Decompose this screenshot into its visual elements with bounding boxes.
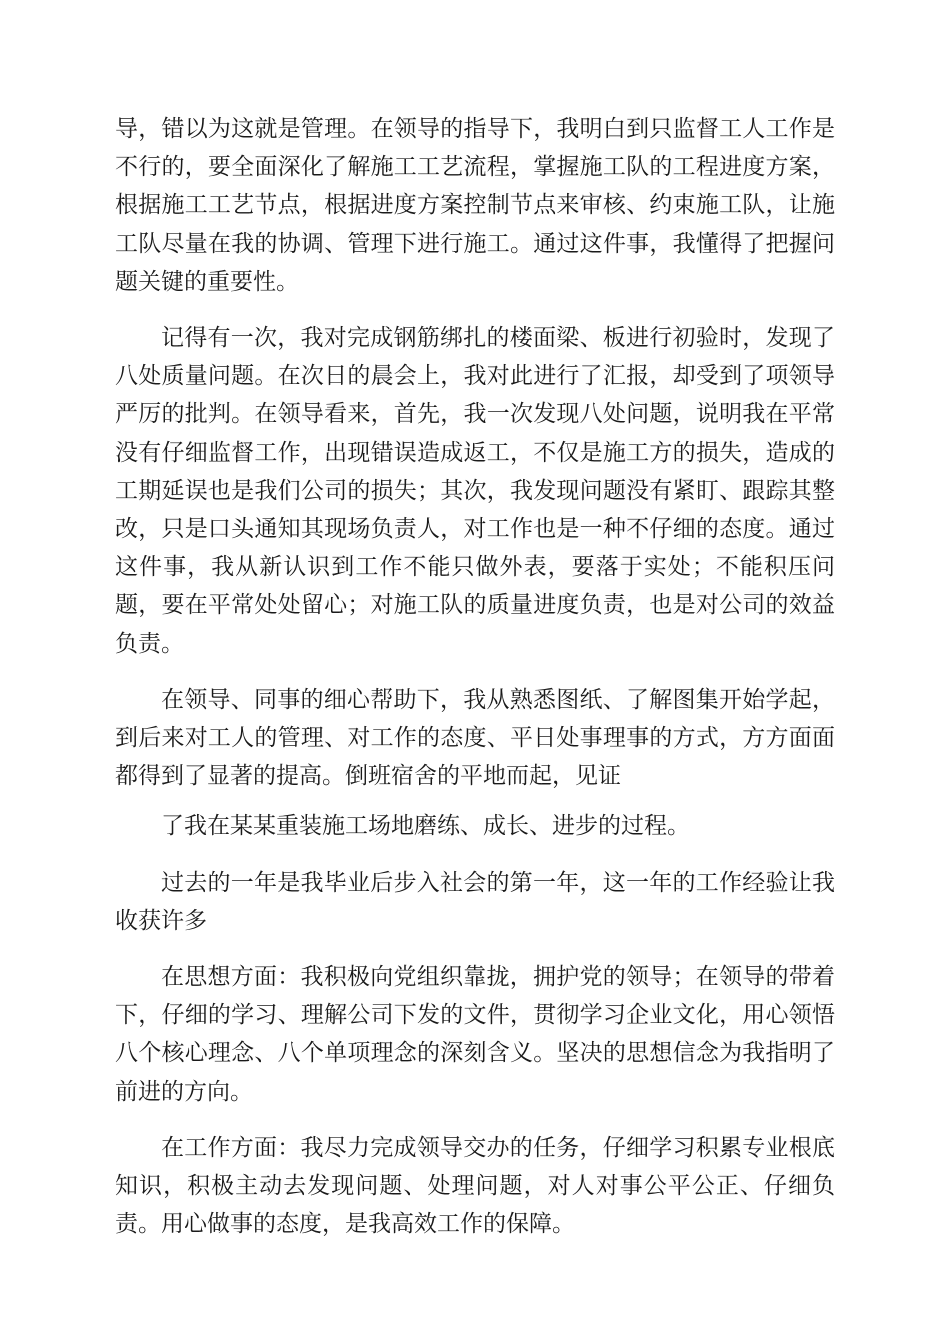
- paragraph-4: 了我在某某重装施工场地磨练、成长、进步的过程。: [161, 813, 690, 840]
- paragraph-2: 记得有一次，我对完成钢筋绑扎的楼面梁、板进行初验时，发现了八处质量问题。在次日的晨会上，我对此进行了汇报，却受到了项领导严厉的批判。在领导看来，首先，我一次发现八处问题，说明我在平常没有仔细监督工作，出现错误造成返工，不仅是施工方的损失，造成的工期延误也是我们公司的损失；其次，我发现问题没有紧盯、跟踪其整改，只是口头通知其现场负责人，对工作也是一种不仔细的态度。通过这件事，我从新认识到工作不能只做外表，要落于实处；不能积压问题，要在平常处处留心；对施工队的质量进度负责，也是对公司的效益负责。: [115, 325, 835, 657]
- paragraph-3: 在领导、同事的细心帮助下，我从熟悉图纸、了解图集开始学起，到后来对工人的管理、对工作的态度、平日处事理事的方式，方方面面都得到了显著的提高。倒班宿舍的平地而起，见证: [115, 686, 835, 790]
- paragraph-6: 在思想方面：我积极向党组织靠拢，拥护党的领导；在领导的带着下，仔细的学习、理解公司下发的文件，贯彻学习企业文化，用心领悟八个核心理念、八个单项理念的深刻含义。坚决的思想信念为我指明了前进的方向。: [115, 964, 835, 1105]
- paragraph-5: 过去的一年是我毕业后步入社会的第一年，这一年的工作经验让我收获许多: [115, 869, 835, 934]
- paragraph-7: 在工作方面：我尽力完成领导交办的任务，仔细学习积累专业根底知识，积极主动去发现问题、处理问题，对人对事公平公正、仔细负责。用心做事的态度，是我高效工作的保障。: [115, 1134, 835, 1238]
- document-body: [115, 110, 835, 1261]
- paragraph-1: 导，错以为这就是管理。在领导的指导下，我明白到只监督工人工作是不行的，要全面深化了解施工工艺流程，掌握施工队的工程进度方案，根据施工工艺节点，根据进度方案控制节点来审核、约束施工队，让施工队尽量在我的协调、管理下进行施工。通过这件事，我懂得了把握问题关键的重要性。: [115, 116, 835, 295]
